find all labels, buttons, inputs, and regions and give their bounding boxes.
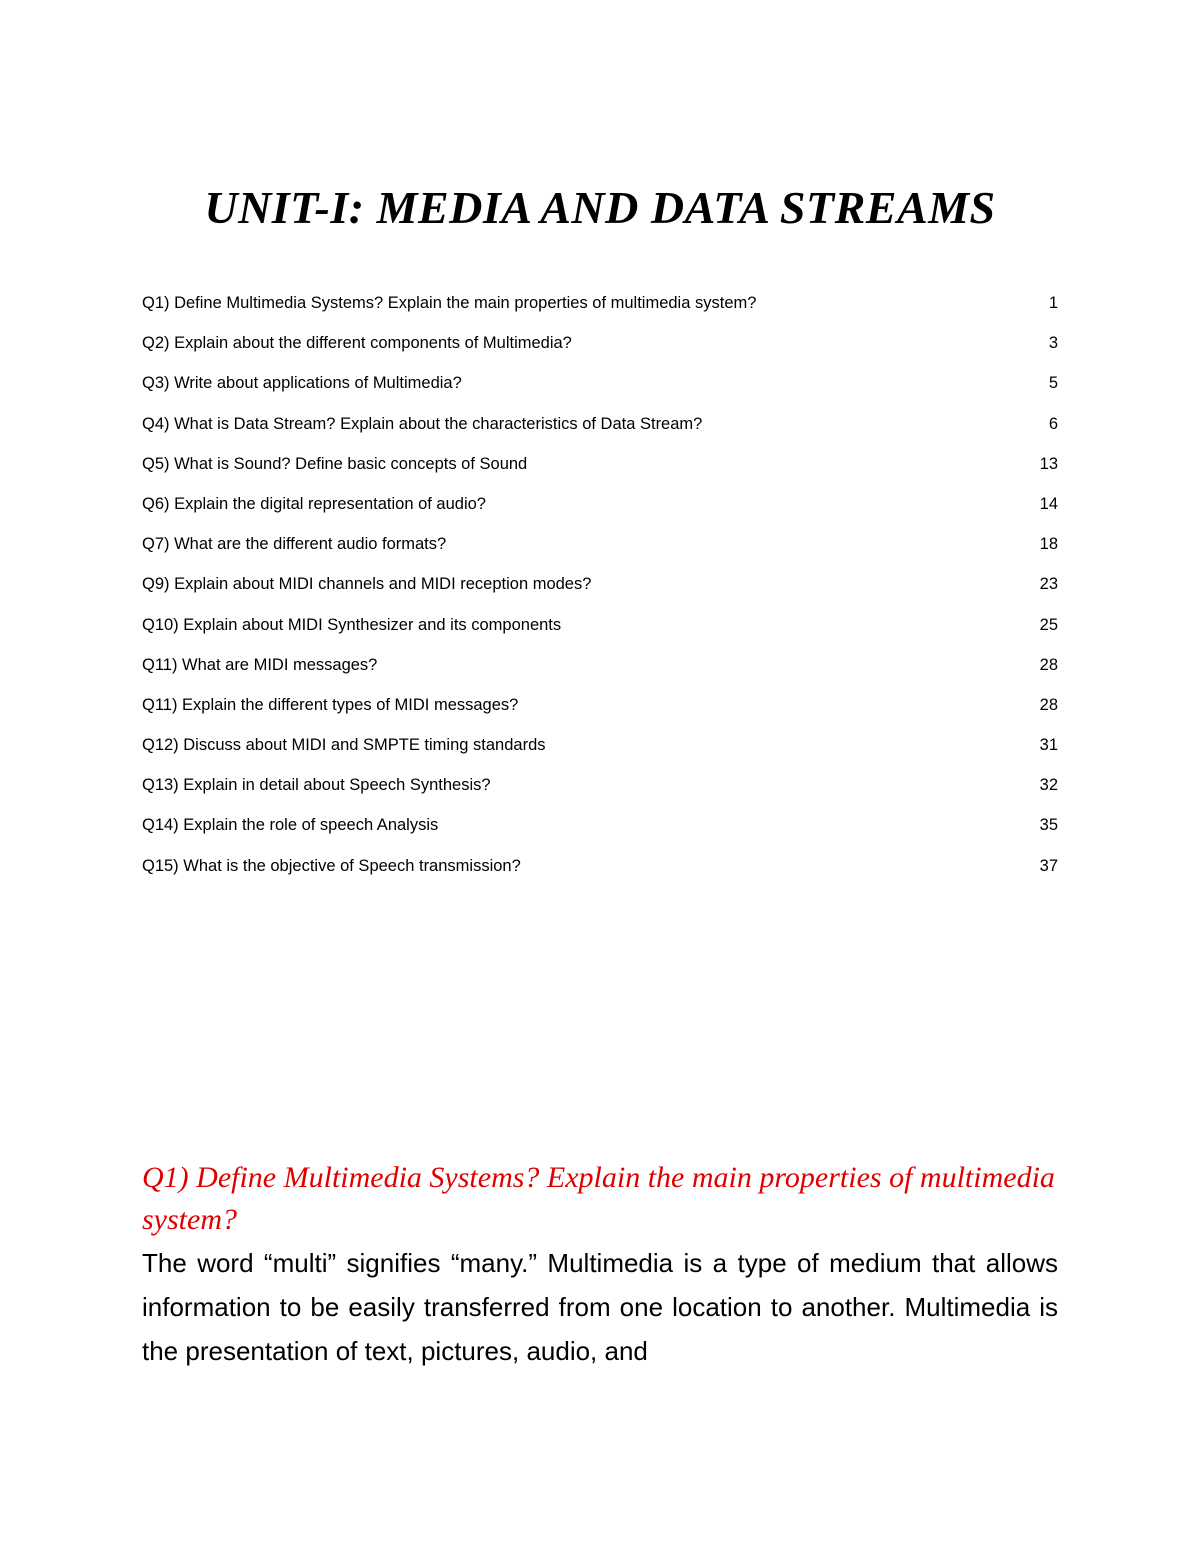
toc-entry (142, 692, 1058, 732)
toc-entry-page: 14 (1039, 494, 1058, 513)
toc-entry-label: Q2) Explain about the different components of Multimedia? (142, 334, 572, 353)
toc-entry-label: Q15) What is the objective of Speech transmission? (142, 856, 521, 875)
toc-entry-page: 18 (1039, 535, 1058, 554)
table-of-contents (142, 290, 1058, 893)
toc-entry (142, 812, 1058, 852)
toc-entry (142, 330, 1058, 370)
section-heading: Q1) Define Multimedia Systems? Explain the main properties of multimedia system? (142, 1161, 1055, 1236)
toc-entry-page: 23 (1039, 575, 1058, 594)
toc-entry-page: 31 (1039, 736, 1058, 755)
toc-entry-page: 28 (1039, 695, 1058, 714)
toc-entry-label: Q9) Explain about MIDI channels and MIDI reception modes? (142, 575, 592, 594)
toc-entry (142, 571, 1058, 611)
toc-entry-label: Q1) Define Multimedia Systems? Explain the main properties of multimedia system? (142, 294, 757, 312)
toc-entry-label: Q14) Explain the role of speech Analysis (142, 816, 439, 835)
toc-entry-page: 35 (1039, 816, 1058, 835)
section-body-paragraph: The word “multi” signifies “many.” Multimedia is a type of medium that allows information to be easily transferred from one location to another. Multimedia is the presentation of text, pictures, audio, and (142, 1248, 1058, 1366)
toc-entry-label: Q13) Explain in detail about Speech Synthesis? (142, 776, 491, 795)
toc-entry-label: Q5) What is Sound? Define basic concepts of Sound (142, 454, 528, 473)
toc-entry (142, 491, 1058, 531)
toc-entry-page: 37 (1039, 856, 1058, 875)
toc-entry-label: Q6) Explain the digital representation of audio? (142, 494, 486, 513)
toc-entry (142, 612, 1058, 652)
toc-entry (142, 411, 1058, 451)
toc-entry (142, 652, 1058, 692)
toc-entry-label: Q4) What is Data Stream? Explain about the characteristics of Data Stream? (142, 414, 703, 433)
toc-entry-page: 3 (1048, 334, 1058, 353)
toc-entry-label: Q11) Explain the different types of MIDI messages? (142, 695, 519, 714)
toc-entry-page: 5 (1048, 374, 1058, 393)
document-title: UNIT-I: MEDIA AND DATA STREAMS (204, 182, 996, 233)
toc-entry (142, 290, 1058, 330)
toc-entry-page: 28 (1039, 655, 1058, 674)
toc-entry-page: 6 (1048, 414, 1058, 433)
toc-entry-page: 1 (1048, 294, 1058, 312)
toc-entry (142, 451, 1058, 491)
toc-entry (142, 772, 1058, 812)
toc-entry-page: 32 (1039, 776, 1058, 795)
toc-entry-label: Q7) What are the different audio formats? (142, 535, 447, 554)
toc-entry-label: Q10) Explain about MIDI Synthesizer and its components (142, 615, 562, 634)
toc-entry (142, 853, 1058, 893)
toc-entry-label: Q3) Write about applications of Multimedia? (142, 374, 462, 393)
toc-entry-label: Q11) What are MIDI messages? (142, 655, 378, 674)
toc-entry (142, 370, 1058, 410)
toc-entry (142, 531, 1058, 571)
toc-entry-page: 25 (1039, 615, 1058, 634)
toc-entry (142, 732, 1058, 772)
toc-entry-page: 13 (1039, 454, 1058, 473)
toc-entry-label: Q12) Discuss about MIDI and SMPTE timing standards (142, 736, 546, 755)
